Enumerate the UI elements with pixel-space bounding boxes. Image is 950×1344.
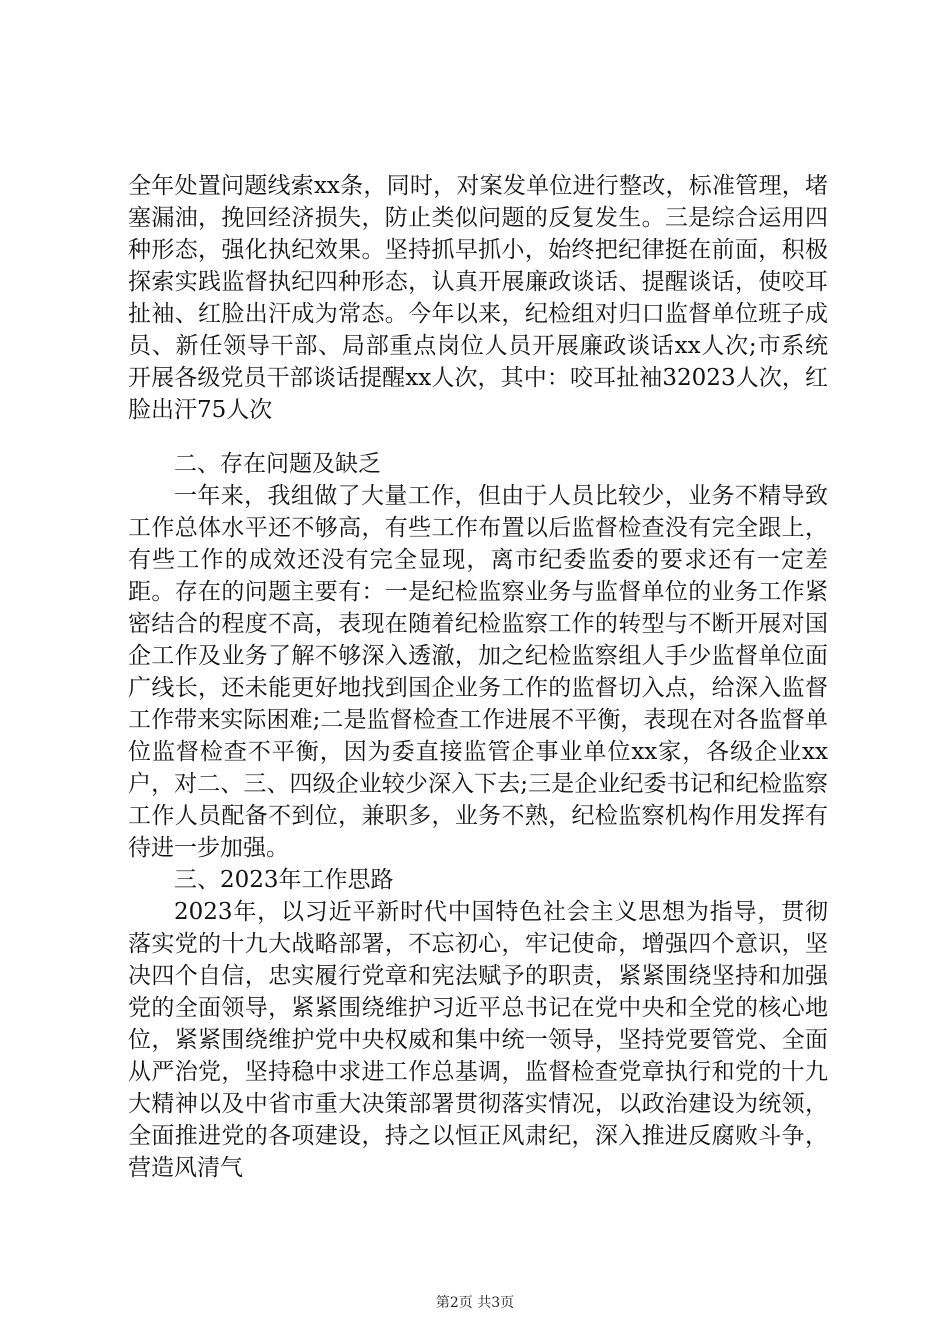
paragraph-problems: 一年来，我组做了大量工作，但由于人员比较少，业务不精导致工作总体水平还不够高，有些工作布置以后监督检查没有完全跟上，有些工作的成效还没有完全显现，离市纪委监委的要求还有一定差距。存在的问题主要有：一是纪检监察业务与监督单位的业务工作紧密结合的程度不高，表现在随着纪检监察工作的转型与不断开展对国企工作及业务了解不够深入透澈，加之纪检监察组人手少监督单位面广线长，还未能更好地找到国企业务工作的监督切入点，给深入监督工作带来实际困难;二是监督检查工作进展不平衡，表现在对各监督单位监督检查不平衡，因为委直接监管企事业单位xx家，各级企业xx户，对二、三、四级企业较少深入下去;三是企业纪委书记和纪检监察工作人员配备不到位，兼职多，业务不熟，纪检监察机构作用发挥有待进一步加强。	[128, 483, 828, 861]
section-heading-2023-plan: 三、2023年工作思路	[174, 867, 394, 893]
document-body	[128, 170, 828, 1184]
section-heading-problems: 二、存在问题及缺乏	[174, 451, 381, 477]
paragraph-2023-plan: 2023年，以习近平新时代中国特色社会主义思想为指导，贯彻落实党的十九大战略部署，不忘初心，牢记使命，增强四个意识，坚决四个自信，忠实履行党章和宪法赋予的职责，紧紧围绕坚持和加强党的全面领导，紧紧围绕维护习近平总书记在党中央和全党的核心地位，紧紧围绕维护党中央权威和集中统一领导，坚持党要管党、全面从严治党，坚持稳中求进工作总基调，监督检查党章执行和党的十九大精神以及中省市重大决策部署贯彻落实情况，以政治建设为统领，全面推进党的各项建设，持之以恒正风肃纪，深入推进反腐败斗争，营造风清气	[128, 899, 828, 1181]
paragraph-case-handling: 全年处置问题线索xx条，同时，对案发单位进行整改，标准管理，堵塞漏油，挽回经济损失，防止类似问题的反复发生。三是综合运用四种形态，强化执纪效果。坚持抓早抓小，始终把纪律挺在前面，积极探索实践监督执纪四种形态，认真开展廉政谈话、提醒谈话，使咬耳扯袖、红脸出汗成为常态。今年以来，纪检组对归口监督单位班子成员、新任领导干部、局部重点岗位人员开展廉政谈话xx人次;市系统开展各级党员干部谈话提醒xx人次，其中：咬耳扯袖32023人次，红脸出汗75人次	[128, 173, 828, 423]
page-number-footer: 第2页 共3页	[435, 1295, 515, 1311]
